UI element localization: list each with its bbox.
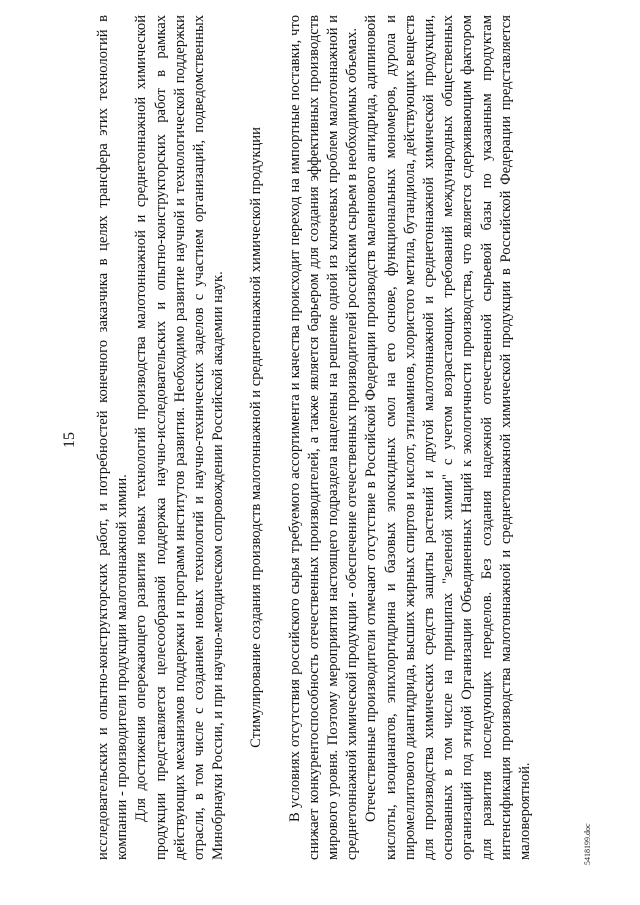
section-heading: Стимулирование создания производств малотоннажной и среднетоннажной химической продукции [248, 127, 265, 748]
paragraph-missing-productions: Отечественные производители отмечают отсутствие в Российской Федерации производств малеинового ангидрида, адипиновой кислоты, изоцианатов, эпихлоргидрина и базовых эпоксидных смол на его основе, функциональных мономеров, дурола и пиромеллитового диангидрида, высших жирных спиртов и кислот, этиламинов, хлористого метила, бутандиола, действующих веществ для производства химических средств защиты растений и другой малотоннажной и среднетоннажной химической продукции, основанных в том числе на принципах "зеленой химии" с учетом возрастающих требований международных общественных организаций под эгидой Организации Объединенных Наций к экологичности производства, что является сдерживающим фактором для развития последующих переделов. Без создания надежной отечественной сырьевой базы по указанным продуктам интенсификация производства малотоннажной и среднетоннажной химической продукции в Российской Федерации представляется маловероятной. [363, 15, 534, 860]
page-number: 15 [61, 432, 78, 448]
footer-document-code: 5418199.doc [583, 823, 592, 865]
spacer [267, 15, 286, 860]
paragraph-raw-materials: В условиях отсутствия российского сырья требуемого ассортимента и качества происходит переход на импортные поставки, что снижает конкурентоспособность отечественных производителей, а также является барьером для создания эффективных производств мирового уровня. Поэтому мероприятия настоящего подраздела нацелены на решение одной из ключевых проблем малотоннажной и среднетоннажной химической продукции - обеспечение отечественных производителей российским сырьем в необходимых объемах. [286, 15, 361, 860]
document-body [94, 15, 535, 860]
rotated-page-content [60, 15, 595, 865]
spacer [228, 15, 247, 860]
paragraph-rnd-support: Для достижения опережающего развития новых технологий производства малотоннажной и среднетоннажной химической продукции представляется целесообразной поддержка научно-исследовательских и опытно-конструкторских работ в рамках действующих механизмов поддержки и программ институтов развития. Необходимо развитие научной и технологической поддержки отрасли, в том числе с созданием новых технологий и научно-технических заделов с участием организаций, подведомственных Минобрнауки России, и при научно-методическом сопровождении Российской академии наук. [133, 15, 227, 860]
paragraph-continued: исследовательских и опытно-конструкторских работ, и потребностей конечного заказчика в целях трансфера этих технологий в компании - производители продукции малотоннажной химии. [95, 15, 131, 860]
